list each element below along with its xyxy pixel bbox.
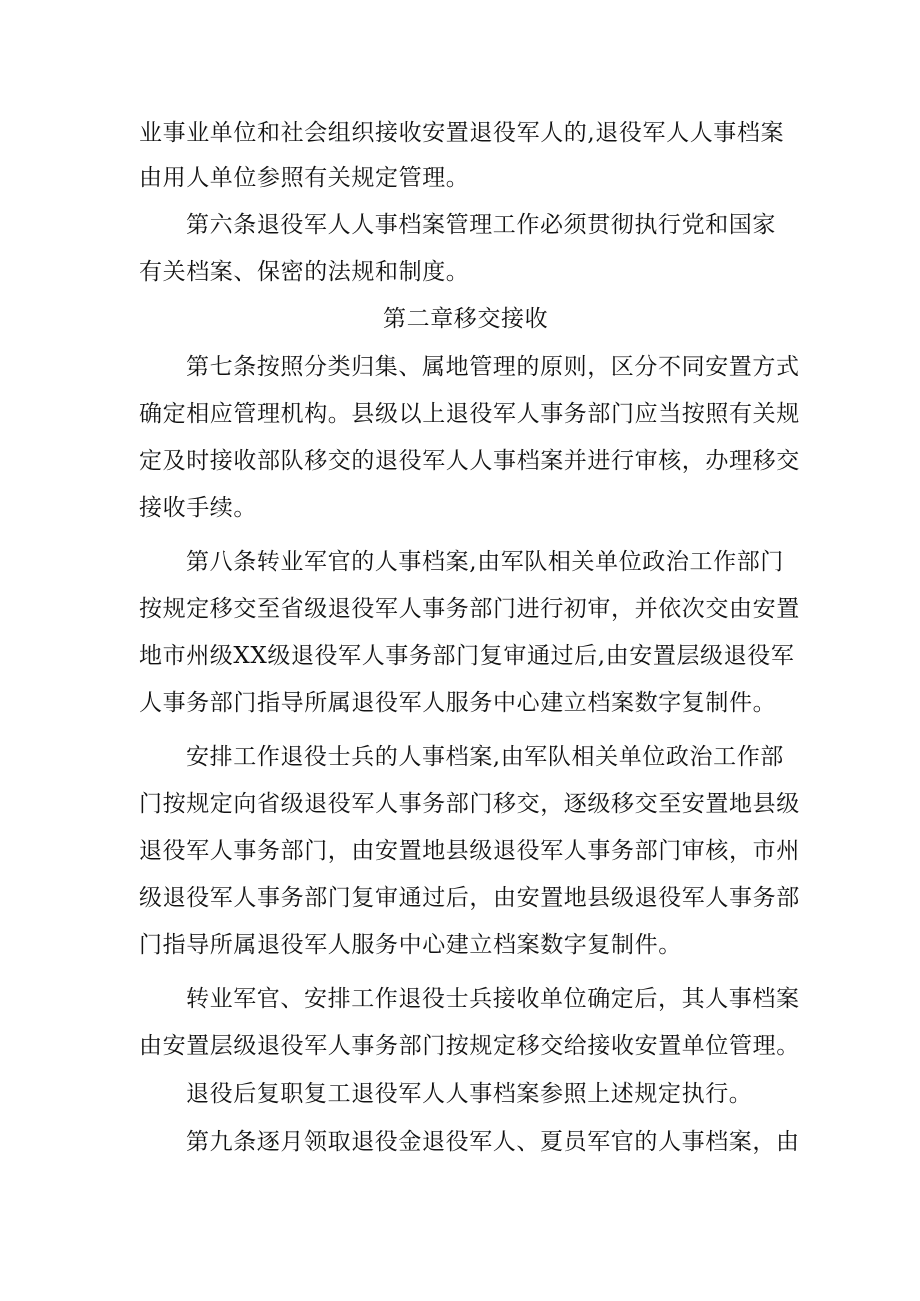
text-line: [0, 394, 920, 434]
line-text: 由用人单位参照有关规定管理。: [139, 165, 470, 191]
chapter-heading: [0, 299, 920, 339]
text-line: [0, 205, 920, 245]
line-text: 级退役军人事务部门复审通过后，由安置地县级退役军人事务部: [139, 885, 800, 911]
text-line: [0, 347, 920, 387]
text-line: [0, 113, 920, 153]
text-line: [0, 488, 920, 528]
text-line: [0, 737, 920, 777]
line-text: 确定相应管理机构。县级以上退役军人事务部门应当按照有关规: [139, 401, 800, 427]
text-line: [0, 784, 920, 824]
text-line: [0, 636, 920, 676]
line-text: 定及时接收部队移交的退役军人人事档案并进行审核，办理移交: [139, 448, 800, 474]
text-line: [0, 1122, 920, 1162]
line-text: 接收手续。: [139, 495, 257, 521]
line-text: 第八条转业军官的人事档案,由军队相关单位政治工作部门: [186, 549, 784, 575]
text-line: [0, 1074, 920, 1114]
line-text: 第七条按照分类归集、属地管理的原则，区分不同安置方式: [186, 354, 800, 380]
line-text: 人事务部门指导所属退役军人服务中心建立档案数字复制件。: [139, 690, 777, 716]
text-line: [0, 979, 920, 1019]
line-text: 业事业单位和社会组织接收安置退役军人的,退役军人人事档案: [139, 120, 785, 146]
line-text: 按规定移交至省级退役军人事务部门进行初审，并依次交由安置: [139, 596, 800, 622]
text-line: [0, 589, 920, 629]
line-text: 地市州级XX级退役军人事务部门复审通过后,由安置层级退役军: [139, 643, 795, 669]
text-line: [0, 683, 920, 723]
line-text: 退役军人事务部门，由安置地县级退役军人事务部门审核，市州: [139, 838, 800, 864]
text-line: [0, 441, 920, 481]
heading-text: 第二章移交接收: [383, 306, 549, 332]
line-text: 由安置层级退役军人事务部门按规定移交给接收安置单位管理。: [139, 1033, 800, 1059]
text-line: [0, 925, 920, 965]
line-text: 有关档案、保密的法规和制度。: [139, 259, 470, 285]
text-line: [0, 542, 920, 582]
line-text: 门按规定向省级退役军人事务部门移交，逐级移交至安置地县级: [139, 791, 800, 817]
text-line: [0, 878, 920, 918]
line-text: 门指导所属退役军人服务中心建立档案数字复制件。: [139, 932, 682, 958]
text-line: [0, 158, 920, 198]
line-text: 安排工作退役士兵的人事档案,由军队相关单位政治工作部: [186, 744, 784, 770]
text-line: [0, 252, 920, 292]
line-text: 退役后复职复工退役军人人事档案参照上述规定执行。: [186, 1081, 753, 1107]
line-text: 第六条退役军人人事档案管理工作必须贯彻执行党和国家: [186, 212, 776, 238]
text-line: [0, 831, 920, 871]
line-text: 第九条逐月领取退役金退役军人、夏员军官的人事档案，由: [186, 1129, 800, 1155]
line-text: 转业军官、安排工作退役士兵接收单位确定后，其人事档案: [186, 986, 800, 1012]
text-line: [0, 1026, 920, 1066]
